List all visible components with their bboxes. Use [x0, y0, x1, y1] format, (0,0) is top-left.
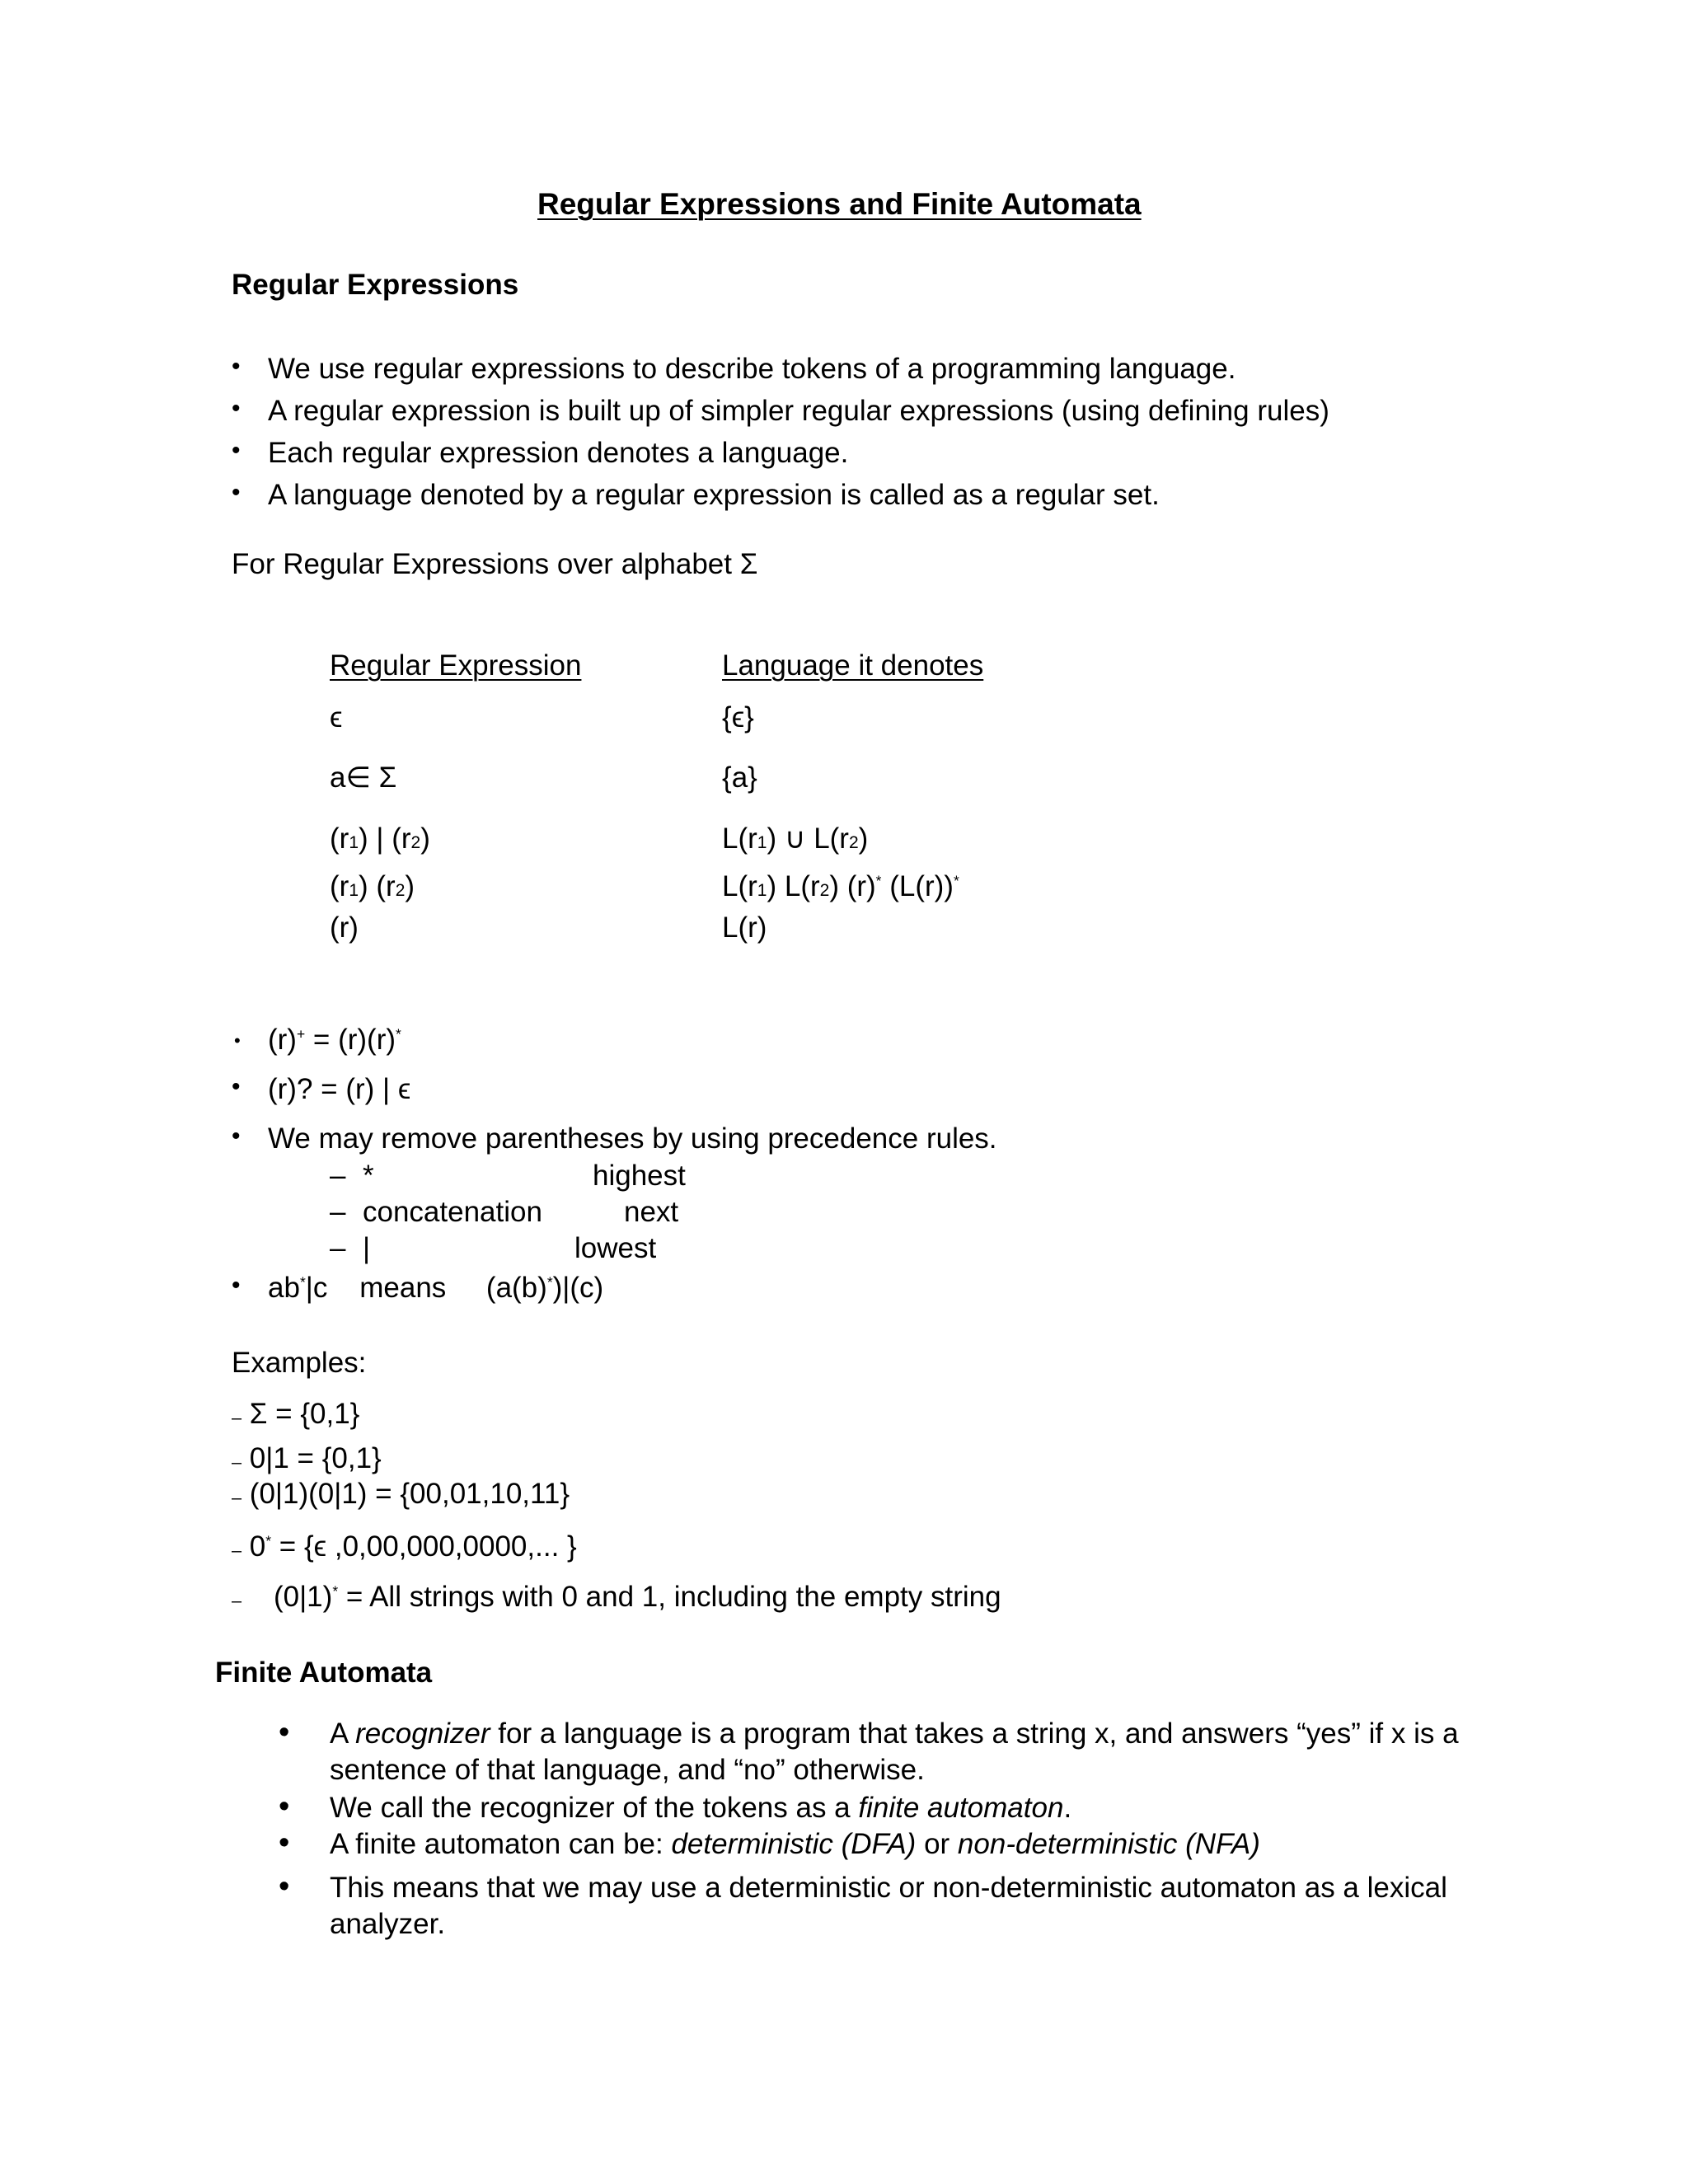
list-item: We call the recognizer of the tokens as a finite automaton.	[330, 1792, 1072, 1824]
rule-optional: (r)? = (r) | ϵ	[268, 1073, 411, 1105]
dash-icon: –	[330, 1232, 346, 1264]
page-title: Regular Expressions and Finite Automata	[537, 187, 1142, 221]
table-cell-expr: (r1) | (r2)	[330, 823, 430, 855]
list-item: We use regular expressions to describe tokens of a programming language.	[268, 353, 1236, 385]
table-cell-lang: {a}	[722, 762, 757, 794]
bullet-icon: •	[232, 1073, 241, 1100]
bullet-icon: •	[279, 1789, 290, 1824]
list-item-continuation: sentence of that language, and “no” otherwise.	[330, 1754, 925, 1786]
table-header-language: Language it denotes	[722, 649, 984, 682]
list-item: A regular expression is built up of simpler regular expressions (using defining rules)	[268, 395, 1329, 427]
precedence-op: concatenation	[363, 1196, 542, 1228]
table-cell-lang: L(r1) L(r2) (r)* (L(r))*	[722, 870, 959, 902]
list-item: – (0|1)(0|1) = {00,01,10,11}	[232, 1478, 570, 1510]
table-cell-lang: L(r)	[722, 912, 767, 944]
rule-example: ab*|c means (a(b)*)|(c)	[268, 1272, 604, 1304]
alphabet-intro: For Regular Expressions over alphabet Σ	[232, 548, 758, 580]
precedence-level: highest	[593, 1160, 686, 1192]
bullet-icon: •	[232, 479, 241, 506]
section-heading-regex: Regular Expressions	[232, 269, 519, 301]
examples-heading: Examples:	[232, 1347, 367, 1379]
bullet-icon: •	[279, 1869, 290, 1904]
table-cell-expr: (r1) (r2)	[330, 870, 415, 902]
table-cell-expr: (r)	[330, 912, 359, 944]
precedence-op: |	[363, 1232, 371, 1264]
list-item: – Σ = {0,1}	[232, 1398, 360, 1430]
precedence-level: lowest	[574, 1232, 657, 1264]
list-item: – 0|1 = {0,1}	[232, 1442, 382, 1474]
rule-plus: (r)+ = (r)(r)*	[268, 1024, 401, 1056]
bullet-icon: •	[232, 437, 241, 464]
list-item: – 0* = {ϵ ,0,00,000,0000,... }	[232, 1530, 577, 1563]
precedence-level: next	[624, 1196, 679, 1228]
table-cell-expr: a∈ Σ	[330, 762, 397, 794]
dash-icon: –	[330, 1160, 346, 1192]
bullet-icon: •	[232, 1272, 241, 1299]
list-item: A recognizer for a language is a program that takes a string x, and answers “yes” if x is a	[330, 1718, 1459, 1750]
list-item: This means that we may use a deterministic or non-deterministic automaton as a lexical	[330, 1872, 1447, 1904]
bullet-icon: •	[234, 1030, 241, 1051]
precedence-op: *	[363, 1160, 374, 1192]
dash-icon: –	[330, 1196, 346, 1228]
bullet-icon: •	[279, 1715, 290, 1750]
list-item: – (0|1)* = All strings with 0 and 1, including the empty string	[232, 1581, 1001, 1613]
list-item: Each regular expression denotes a language.	[268, 437, 849, 469]
table-cell-lang: {ϵ}	[722, 701, 754, 733]
list-item-continuation: analyzer.	[330, 1908, 446, 1940]
bullet-icon: •	[232, 395, 241, 422]
list-item: A finite automaton can be: deterministic (DFA) or non-deterministic (NFA)	[330, 1828, 1260, 1860]
table-header-expression: Regular Expression	[330, 649, 582, 682]
bullet-icon: •	[232, 1122, 241, 1150]
bullet-icon: •	[232, 353, 241, 380]
section-heading-automata: Finite Automata	[215, 1657, 433, 1689]
table-cell-lang: L(r1) ∪ L(r2)	[722, 823, 869, 855]
list-item: A language denoted by a regular expression is called as a regular set.	[268, 479, 1160, 511]
rule-precedence-intro: We may remove parentheses by using precedence rules.	[268, 1122, 997, 1155]
table-cell-expr: ϵ	[330, 701, 343, 733]
bullet-icon: •	[279, 1825, 290, 1860]
